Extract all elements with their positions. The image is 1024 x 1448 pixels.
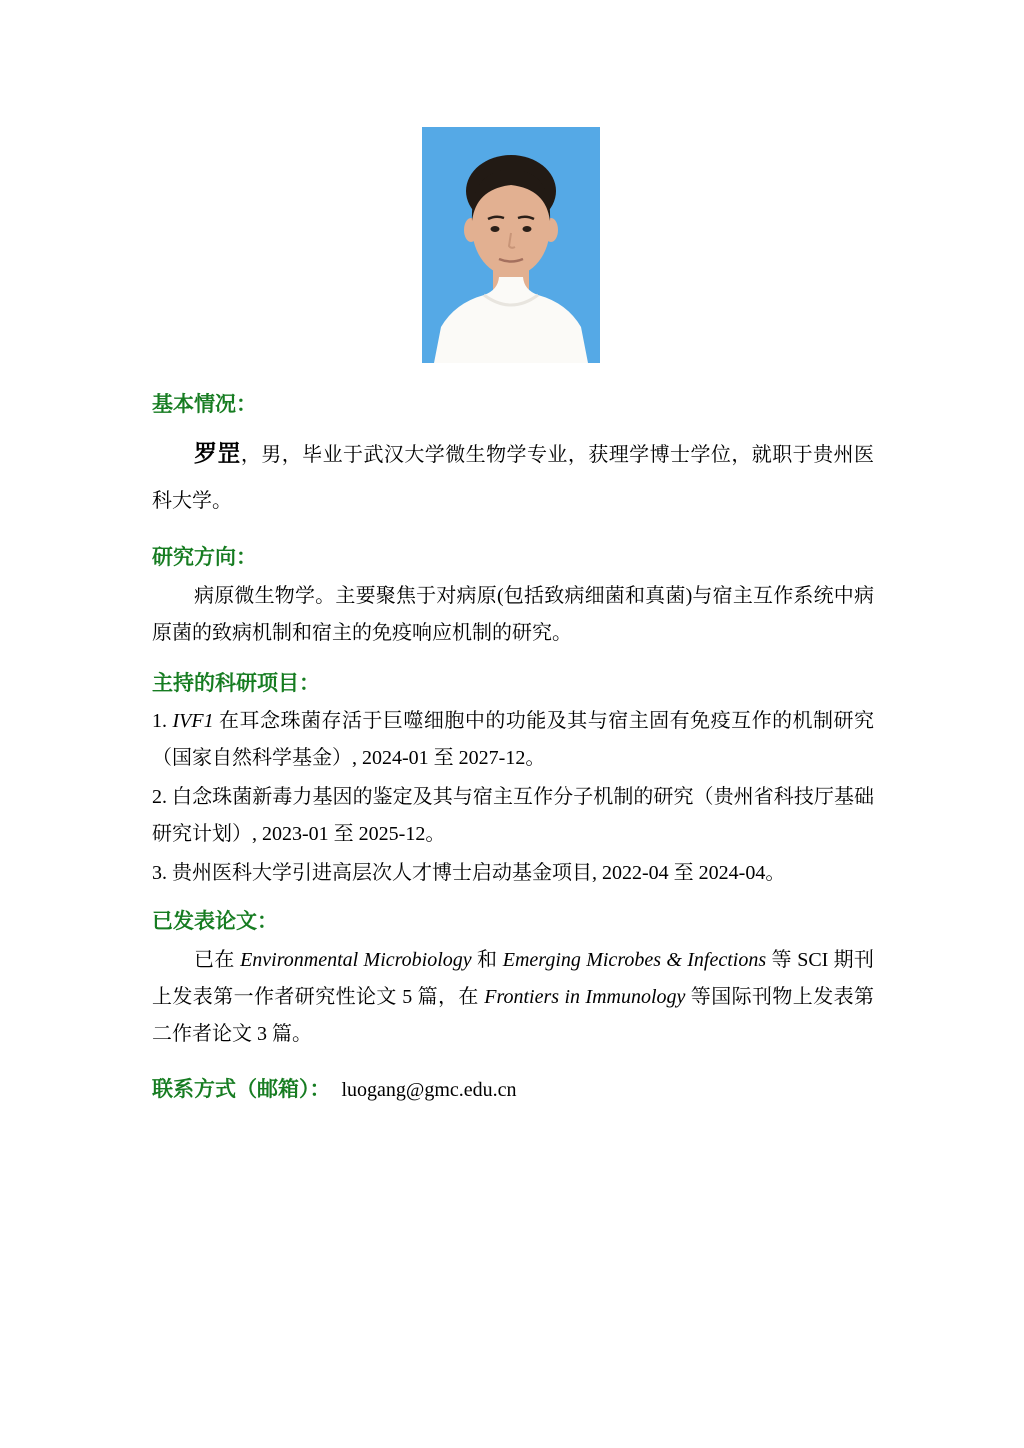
section-basic — [152, 391, 874, 524]
section-heading-publications: 已发表论文： — [152, 910, 278, 933]
italic-text: Emerging Microbes & Infections — [502, 949, 767, 971]
section-heading-basic: 基本情况： — [152, 393, 257, 416]
eye-left — [491, 226, 500, 232]
section-heading-projects: 主持的科研项目： — [152, 672, 320, 695]
contact-email: luogang@gmc.edu.cn — [341, 1079, 517, 1101]
contact-label: 联系方式（邮箱）： — [152, 1078, 331, 1101]
section-publications — [152, 908, 874, 1053]
paragraph — [152, 855, 874, 892]
text-run: 等国际刊物上发表第二作者论文 3 篇。 — [152, 986, 875, 1045]
text-run: 已在 — [194, 949, 241, 971]
italic-text: IVF1 — [172, 710, 214, 732]
paragraph — [152, 430, 874, 524]
text-run: 3. 贵州医科大学引进高层次人才博士启动基金项目, 2022-04 至 2024-04。 — [152, 862, 786, 884]
italic-text: Environmental Microbiology — [240, 949, 472, 971]
portrait-photo — [422, 127, 600, 363]
paragraph — [152, 703, 874, 777]
paragraph — [152, 578, 874, 652]
section-research — [152, 544, 874, 652]
document-content — [152, 363, 874, 1105]
text-run: 病原微生物学。主要聚焦于对病原(包括致病细菌和真菌)与宿主互作系统中病原菌的致病机制和宿主的免疫响应机制的研究。 — [152, 585, 874, 644]
eye-right — [523, 226, 532, 232]
section-projects — [152, 670, 874, 892]
paragraph — [152, 942, 874, 1053]
text-run: 和 — [471, 949, 503, 971]
sections — [152, 391, 874, 1053]
paragraph — [152, 779, 874, 853]
text-run: 2. 白念珠菌新毒力基因的鉴定及其与宿主互作分子机制的研究（贵州省科技厅基础研究计划）, 2023-01 至 2025-12。 — [152, 786, 874, 845]
section-heading-research: 研究方向： — [152, 546, 257, 569]
text-run: 在耳念珠菌存活于巨噬细胞中的功能及其与宿主固有免疫互作的机制研究（国家自然科学基金）, 2024-01 至 2027-12。 — [152, 710, 875, 769]
person-name: 罗罡 — [194, 440, 241, 466]
text-run: 1. — [152, 710, 173, 732]
text-run: ，男，毕业于武汉大学微生物学专业，获理学博士学位，就职于贵州医科大学。 — [152, 444, 874, 512]
contact-line — [152, 1075, 874, 1105]
italic-text: Frontiers in Immunology — [484, 986, 686, 1008]
text-run: 等 SCI 期刊上发表第一作者研究性论文 5 篇，在 — [152, 949, 875, 1008]
